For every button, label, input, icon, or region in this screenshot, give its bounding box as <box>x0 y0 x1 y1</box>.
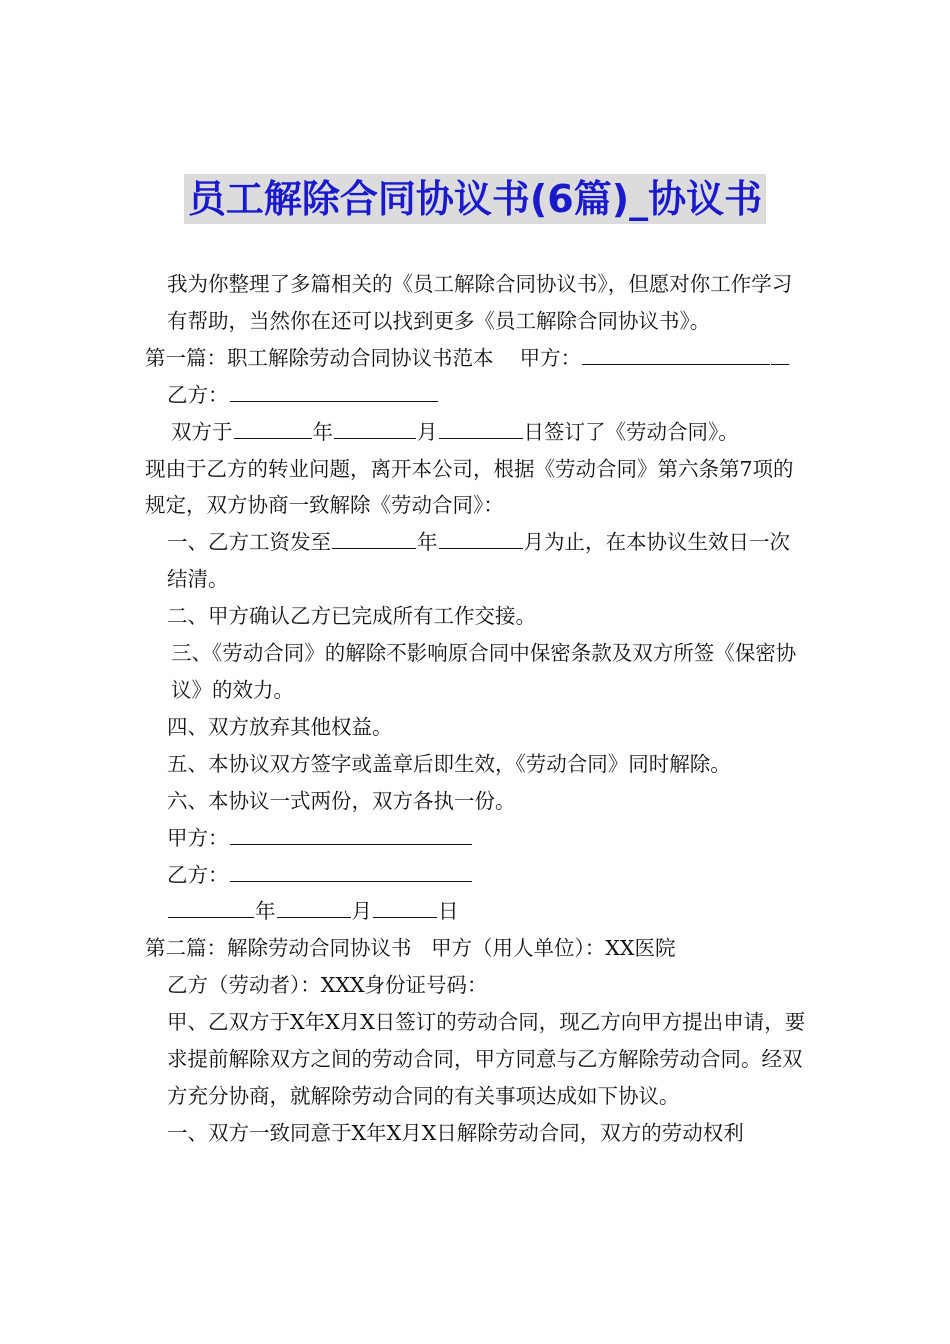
part1-party-b-line <box>145 377 810 414</box>
part1-item4: 四、双方放弃其他权益。 <box>167 714 393 739</box>
sign-a-label: 甲方： <box>167 825 229 850</box>
document-body <box>145 266 810 1152</box>
part2-party-b: 乙方（劳动者）：XXX身份证号码： <box>167 973 488 998</box>
date-month-label: 月 <box>351 899 372 924</box>
part1-item2: 二、甲方确认乙方已完成所有工作交接。 <box>167 604 536 629</box>
part1-party-a-label: 甲方： <box>519 345 582 370</box>
intro-paragraph: 我为你整理了多篇相关的《员工解除合同协议书》，但愿对你工作学习有帮助，当然你在还可以找到更多《员工解除合同协议书》。 <box>167 272 793 333</box>
year-label: 年 <box>312 419 333 444</box>
part1-item3: 三、《劳动合同》的解除不影响原合同中保密条款及双方所签《保密协议》的效力。 <box>171 641 797 702</box>
sign-b-label: 乙方： <box>167 862 229 887</box>
title-wrapper <box>0 174 950 224</box>
month-label: 月 <box>417 419 438 444</box>
day-blank <box>439 416 523 439</box>
date-month-blank <box>277 895 351 918</box>
item1-prefix: 一、乙方工资发至 <box>167 530 331 555</box>
part1-signing-line <box>145 414 810 451</box>
part2-heading-line <box>145 930 810 967</box>
party-a-blank <box>582 342 770 365</box>
date-year-label: 年 <box>255 899 276 924</box>
part1-item1 <box>145 524 810 598</box>
part1-heading-line <box>145 340 810 377</box>
item1-suffix: 月为止，在本协议生效日一次结清。 <box>167 530 790 592</box>
year-blank <box>234 416 312 439</box>
sign-b-blank <box>230 859 472 882</box>
part2-item1: 一、双方一致同意于X年X月X日解除劳动合同，双方的劳动权利 <box>167 1120 744 1145</box>
part1-sign-a <box>145 820 810 857</box>
party-b-blank <box>230 379 438 402</box>
part1-party-b-label: 乙方： <box>167 382 229 407</box>
part2-para1: 甲、乙双方于X年X月X日签订的劳动合同，现乙方向甲方提出申请，要求提前解除双方之间的劳动合同，甲方同意与乙方解除劳动合同。经双方充分协商，就解除劳动合同的有关事项达成如下协议。 <box>167 1010 806 1108</box>
item1-year-label: 年 <box>417 530 438 555</box>
day-signed-text: 日签订了《劳动合同》。 <box>523 419 739 444</box>
item1-month-blank <box>439 526 523 549</box>
part1-reason: 现由于乙方的转业问题，离开本公司，根据《劳动合同》第六条第7项的规定，双方协商一致解除《劳动合同》： <box>145 456 794 518</box>
month-blank <box>334 416 416 439</box>
date-day-blank <box>373 895 437 918</box>
signing-prefix: 双方于 <box>171 419 233 444</box>
part1-sign-b <box>145 857 810 894</box>
part1-item5: 五、本协议双方签字或盖章后即生效，《劳动合同》同时解除。 <box>167 751 731 776</box>
date-year-blank <box>168 895 254 918</box>
date-day-label: 日 <box>438 899 459 924</box>
part1-heading: 第一篇：职工解除劳动合同协议书范本 <box>145 345 494 370</box>
part1-item6: 六、本协议一式两份，双方各执一份。 <box>167 788 516 813</box>
document-title: 员工解除合同协议书(6篇)_协议书 <box>184 174 766 224</box>
party-a-blank-cont <box>771 342 789 365</box>
part2-heading: 第二篇：解除劳动合同协议书 <box>145 936 412 961</box>
item1-year-blank <box>332 526 416 549</box>
part1-date-line <box>145 893 810 930</box>
sign-a-blank <box>230 822 472 845</box>
part2-party-a: 甲方（用人单位）：XX医院 <box>431 936 676 961</box>
